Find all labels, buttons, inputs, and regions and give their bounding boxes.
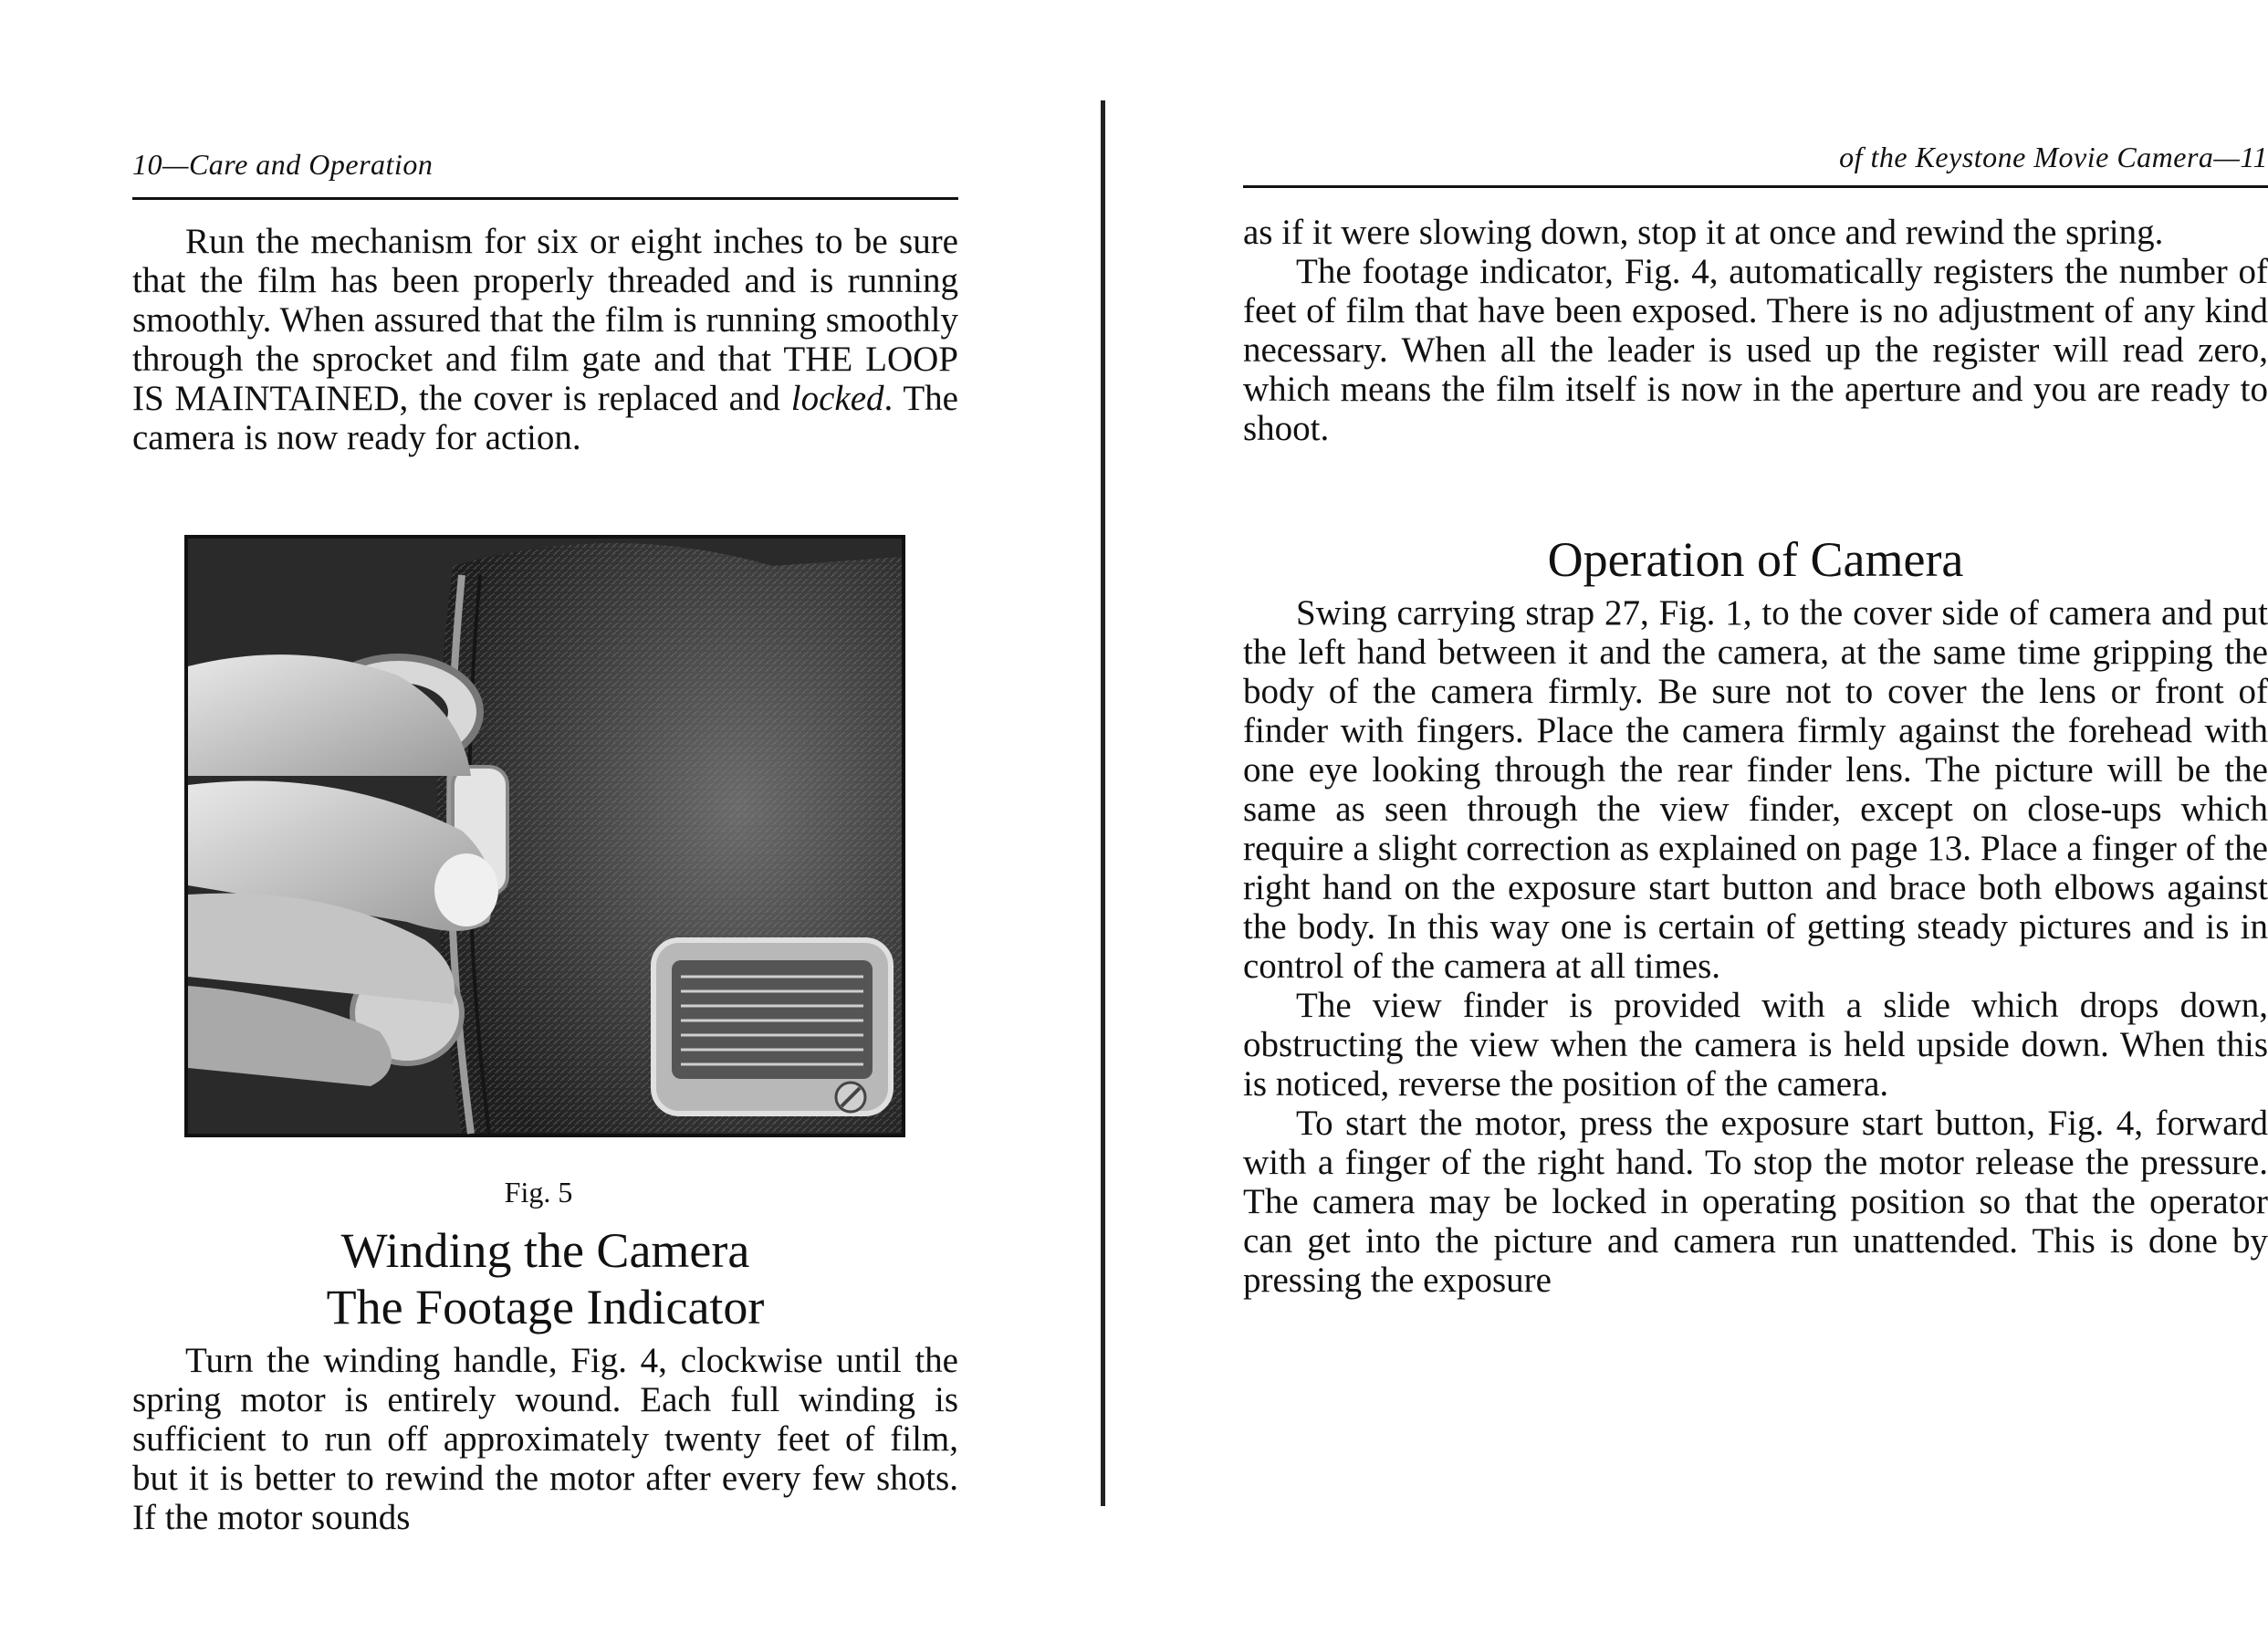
- left-paragraph-2: Turn the winding handle, Fig. 4, clockwise until the spring motor is entirely wound. Each full winding is sufficient to run off approximately twenty feet of film, but it is better to rewind the motor after every few shots. If the motor sounds: [132, 1341, 958, 1537]
- left-paragraph-1-block: [132, 222, 958, 457]
- left-header-rule: [132, 197, 958, 200]
- right-running-head: of the Keystone Movie Camera—11: [1839, 141, 2268, 173]
- left-running-head: 10—Care and Operation: [132, 148, 434, 181]
- figure-5-photo: [184, 535, 905, 1137]
- left-paragraph-1: [132, 222, 958, 457]
- right-page: [1109, 0, 2268, 1643]
- left-paragraph-1-part-3: . The camera is now ready for action.: [132, 379, 958, 457]
- left-page: [0, 0, 1077, 1643]
- figure-5-caption: Fig. 5: [504, 1176, 573, 1209]
- right-paragraph-4: The view finder is provided with a slide which drops down, obstructing the view when the camera is held upside down. When this is noticed, reverse the position of the camera.: [1243, 986, 2268, 1104]
- heading-the-footage-indicator: The Footage Indicator: [326, 1280, 765, 1334]
- left-paragraph-1-part-1: Run the mechanism for six or eight inches to be sure that the film has been properly threaded and is running smoothly. When assured that the film is running smoothly through the sprocket and film gate and that THE LOOP IS MAINTAINED, the cover is replaced and: [132, 222, 958, 418]
- heading-winding-the-camera: Winding the Camera: [340, 1223, 750, 1278]
- right-paragraph-3: Swing carrying strap 27, Fig. 1, to the cover side of camera and put the left hand between it and the camera, at the same time gripping the body of the camera firmly. Be sure not to cover the lens or front of finder with fingers. Place the camera firmly against the forehead with one eye looking through the rear finder lens. The picture will be the same as seen through the view finder, except on close-ups which require a slight correction as explained on page 13. Place a finger of the right hand on the exposure start button and brace both elbows against the body. In this way one is certain of getting steady pictures and is in control of the camera at all times.: [1243, 593, 2268, 986]
- heading-operation-of-camera: Operation of Camera: [1547, 532, 1964, 587]
- right-paragraph-2: The footage indicator, Fig. 4, automatically registers the number of feet of film that have been exposed. There is no adjustment of any kind necessary. When all the leader is used up the register will read zero, which means the film itself is now in the aperture and you are ready to shoot.: [1243, 252, 2268, 448]
- left-paragraph-1-locked: locked: [790, 379, 884, 418]
- right-header-rule: [1243, 185, 2268, 188]
- right-text-bottom: [1243, 593, 2268, 1300]
- right-paragraph-1: as if it were slowing down, stop it at once and rewind the spring.: [1243, 213, 2164, 252]
- right-paragraph-5: To start the motor, press the exposure start button, Fig. 4, forward with a finger of the right hand. To stop the motor release the pressure. The camera may be locked in operating position so that the operator can get into the picture and camera run unattended. This is done by pressing the exposure: [1243, 1104, 2268, 1300]
- left-paragraph-2-block: [132, 1341, 958, 1537]
- page-gutter: [1101, 100, 1105, 1506]
- right-text-top: [1243, 213, 2268, 448]
- camera-winding-key-photo-icon: [188, 539, 902, 1134]
